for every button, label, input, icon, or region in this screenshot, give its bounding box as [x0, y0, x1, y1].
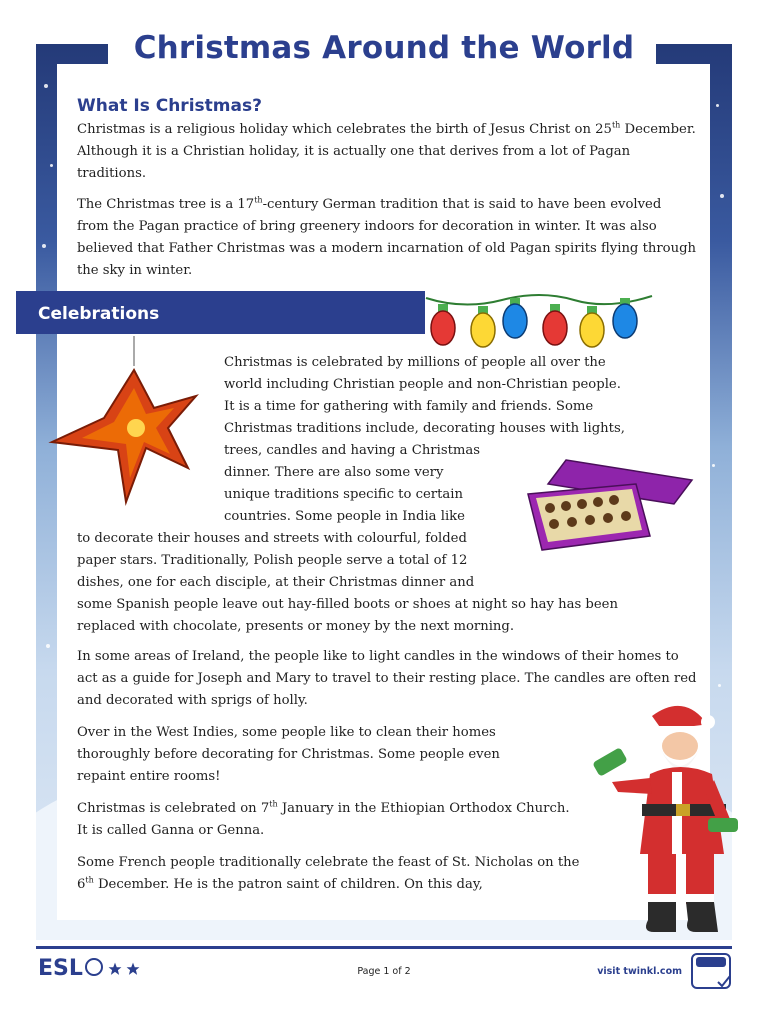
page-title: Christmas Around the World	[133, 30, 635, 66]
section-heading-what-is-christmas: What Is Christmas?	[77, 96, 262, 116]
fairy-lights-image	[424, 290, 654, 352]
paragraph: Christmas is celebrated on 7th January in the Ethiopian Orthodox Church. It is called Ganna or Genna.	[77, 799, 570, 838]
paragraph: Some French people traditionally celebrate the feast of St. Nicholas on the 6th December. He is the patron saint of children. On this day,	[77, 855, 580, 892]
paragraph: Christmas is a religious holiday which celebrates the birth of Jesus Christ on 25th December. Although it is a Christian holiday, it is actually one that derives from a lot of Pagan traditions.	[77, 120, 696, 181]
twinkl-quality-badge	[690, 952, 732, 992]
paragraph: The Christmas tree is a 17th-century German tradition that is said to have been evolved from the Pagan practice of bring greenery indoors for decoration in winter. It was also believed that Father Christmas was a modern incarnation of old Pagan spirits flying through the sky in winter.	[77, 195, 697, 278]
father-christmas-image	[592, 694, 742, 942]
bare-tree	[707, 284, 732, 424]
footer-divider	[36, 946, 732, 949]
page-number: Page 1 of 2	[357, 966, 411, 977]
paragraph: In some areas of Ireland, the people like to light candles in the windows of their homes to act as a guide for Joseph and Mary to travel to their resting place. The candles are often red and decorated with sprigs of holly.	[77, 649, 697, 708]
paragraph: Over in the West Indies, some people like to clean their homes thoroughly before decorating for Christmas. Some people even repaint entire rooms!	[77, 725, 500, 784]
paper-star-lantern-image	[46, 336, 222, 508]
section-heading-celebrations: Celebrations	[38, 304, 160, 324]
paragraph: Christmas is celebrated by millions of people all over the world including Christian people and non-Christian people. It is a time for gathering with family and friends. Some Christmas traditions include, decorating houses with lights, trees, candles and having a Christmas dinner. There are also some very unique traditions specific to certain countries. Some people in India like	[224, 355, 625, 524]
visit-twinkl-link[interactable]: visit twinkl.com	[597, 966, 682, 977]
paragraph: to decorate their houses and streets with colourful, folded paper stars. Traditionally, Polish people serve a total of 12 dishes, one for each disciple, at their Christmas dinner and some Spanish people leave out hay-filled boots or shoes at night so hay has been replaced with chocolate, presents or money by the next morning.	[77, 531, 618, 634]
esl-logo: ESL	[38, 956, 103, 981]
